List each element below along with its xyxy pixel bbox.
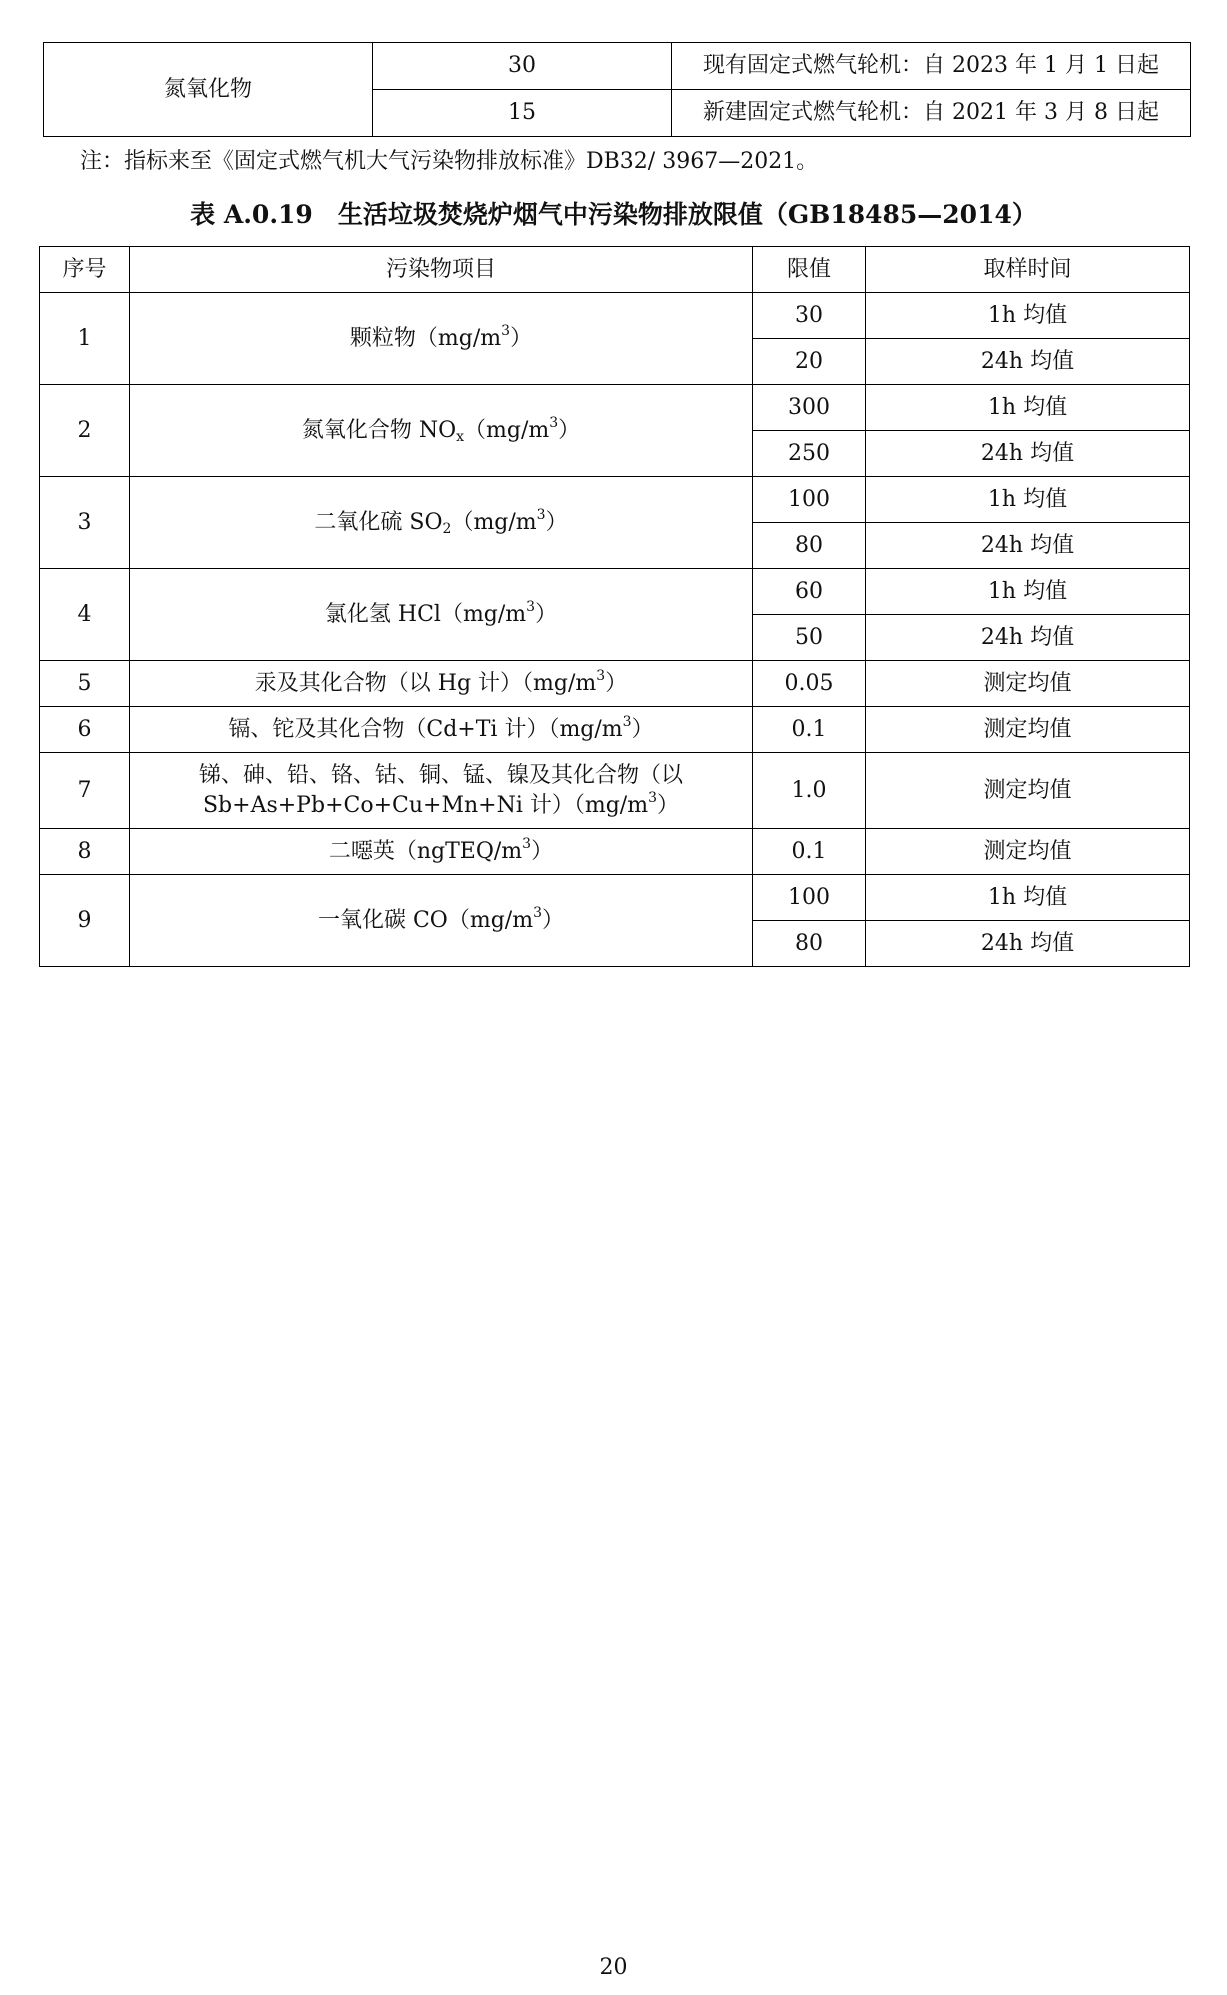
pollutant-item-cell	[130, 661, 753, 707]
item-text-sup: 3	[536, 506, 546, 523]
item-text-item: 二噁英（ngTEQ/m	[328, 838, 523, 864]
sampling-time-cell: 测定均值	[866, 707, 1190, 753]
limit-value-cell: 60	[753, 569, 866, 615]
table-row	[40, 477, 1190, 523]
row-number-cell: 9	[40, 875, 130, 967]
pollutant-item-cell	[130, 477, 753, 569]
item-text-item: 氮氧化合物 NO	[301, 417, 457, 443]
item-text-sup: 3	[526, 598, 536, 615]
limit-value-cell: 1.0	[753, 753, 866, 829]
limit-value-cell: 250	[753, 431, 866, 477]
item-text-item-end: ）	[605, 670, 628, 696]
limit-value-cell: 300	[753, 385, 866, 431]
pollutant-name-cell: 氮氧化物	[44, 43, 373, 137]
item-text-item-end: ）	[631, 716, 654, 742]
table-body	[40, 293, 1190, 967]
sampling-time-cell: 1h 均值	[866, 875, 1190, 921]
row-number-cell: 1	[40, 293, 130, 385]
table-row	[40, 707, 1190, 753]
table-row	[40, 875, 1190, 921]
table-caption: 表 A.0.19 生活垃圾焚烧炉烟气中污染物排放限值（GB18485—2014）	[190, 200, 1037, 229]
limit-value-cell: 80	[753, 921, 866, 967]
sampling-time-cell: 测定均值	[866, 661, 1190, 707]
table-row	[40, 385, 1190, 431]
row-number-cell: 5	[40, 661, 130, 707]
header-sampling-time: 取样时间	[866, 247, 1190, 293]
sampling-time-cell: 24h 均值	[866, 339, 1190, 385]
sampling-time-cell: 24h 均值	[866, 523, 1190, 569]
row-number-cell: 7	[40, 753, 130, 829]
limit-value-cell: 100	[753, 477, 866, 523]
item-text-item-line2: Sb+As+Pb+Co+Cu+Mn+Ni 计）（mg/m	[202, 792, 649, 818]
pollutant-item-cell	[130, 875, 753, 967]
row-number-cell: 4	[40, 569, 130, 661]
sampling-time-cell: 测定均值	[866, 829, 1190, 875]
limit-value-cell: 80	[753, 523, 866, 569]
item-text-sup: 3	[522, 835, 532, 852]
limit-value-cell: 0.1	[753, 707, 866, 753]
pollutant-item-cell	[130, 829, 753, 875]
item-text-item-end: ）	[531, 838, 554, 864]
table-row	[44, 43, 1191, 90]
limit-value-cell: 15	[373, 90, 672, 137]
applicability-cell: 现有固定式燃气轮机：自 2023 年 1 月 1 日起	[672, 43, 1191, 90]
table-row	[40, 829, 1190, 875]
table-row	[40, 753, 1190, 829]
row-number-cell: 2	[40, 385, 130, 477]
sampling-time-cell: 1h 均值	[866, 385, 1190, 431]
item-text-sub: 2	[442, 520, 452, 537]
item-text-item-end: ）	[657, 792, 680, 818]
table-header-row	[40, 247, 1190, 293]
pollutant-item-cell	[130, 569, 753, 661]
item-text-item-end: ）	[542, 907, 565, 933]
header-limit: 限值	[753, 247, 866, 293]
limit-value-cell: 20	[753, 339, 866, 385]
item-text-sub: x	[456, 428, 465, 445]
item-text-item: 锑、砷、铅、铬、钴、铜、锰、镍及其化合物（以	[198, 762, 683, 788]
sampling-time-cell: 24h 均值	[866, 615, 1190, 661]
table-row	[40, 569, 1190, 615]
item-text-item-end: ）	[545, 509, 568, 535]
sampling-time-cell: 1h 均值	[866, 293, 1190, 339]
item-text-item: 氯化氢 HCl（mg/m	[324, 601, 527, 627]
applicability-cell: 新建固定式燃气轮机：自 2021 年 3 月 8 日起	[672, 90, 1191, 137]
top-table	[43, 42, 1191, 137]
item-text-sup: 3	[533, 904, 542, 921]
pollutant-item-cell	[130, 707, 753, 753]
table-row	[40, 661, 1190, 707]
item-text-item: 汞及其化合物（以 Hg 计）（mg/m	[254, 670, 597, 696]
item-text-sup: 3	[622, 713, 632, 730]
table-note: 注：指标来至《固定式燃气机大气污染物排放标准》DB32/ 3967—2021。	[80, 149, 819, 174]
limit-value-cell: 0.1	[753, 829, 866, 875]
item-text-item2: （mg/m	[464, 417, 550, 443]
sampling-time-cell: 测定均值	[866, 753, 1190, 829]
emission-limits-table	[39, 246, 1190, 967]
item-text-item-end: ）	[535, 601, 558, 627]
row-number-cell: 3	[40, 477, 130, 569]
item-text-item: 二氧化硫 SO	[314, 509, 443, 535]
item-text-sup: 3	[549, 414, 559, 431]
sampling-time-cell: 24h 均值	[866, 431, 1190, 477]
sampling-time-cell: 1h 均值	[866, 477, 1190, 523]
page-number: 20	[599, 1955, 628, 1980]
limit-value-cell: 0.05	[753, 661, 866, 707]
limit-value-cell: 30	[753, 293, 866, 339]
item-text-item: 颗粒物（mg/m	[349, 325, 502, 351]
item-text-item: 镉、铊及其化合物（Cd+Ti 计）（mg/m	[228, 716, 623, 742]
sampling-time-cell: 1h 均值	[866, 569, 1190, 615]
limit-value-cell: 30	[373, 43, 672, 90]
item-text-item2: （mg/m	[451, 509, 537, 535]
item-text-sup: 3	[596, 667, 606, 684]
item-text-sup: 3	[501, 322, 511, 339]
pollutant-item-cell	[130, 753, 753, 829]
pollutant-item-cell	[130, 293, 753, 385]
limit-value-cell: 100	[753, 875, 866, 921]
row-number-cell: 6	[40, 707, 130, 753]
table-row	[40, 293, 1190, 339]
item-text-item: 一氧化碳 CO（mg/m	[317, 907, 534, 933]
item-text-item-end: ）	[510, 325, 533, 351]
pollutant-item-cell	[130, 385, 753, 477]
item-text-sup: 3	[648, 789, 657, 806]
item-text-item-end: ）	[558, 417, 581, 443]
row-number-cell: 8	[40, 829, 130, 875]
header-no: 序号	[40, 247, 130, 293]
sampling-time-cell: 24h 均值	[866, 921, 1190, 967]
limit-value-cell: 50	[753, 615, 866, 661]
header-item: 污染物项目	[130, 247, 753, 293]
